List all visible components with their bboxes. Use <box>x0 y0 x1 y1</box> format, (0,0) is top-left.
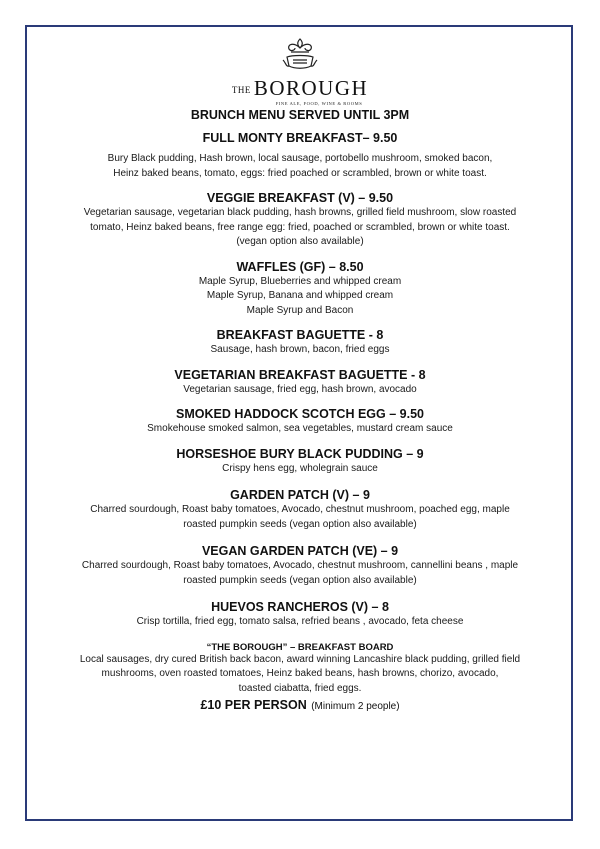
breakfast-board <box>30 642 570 715</box>
menu-item-description: Maple Syrup and Bacon <box>246 304 354 316</box>
menu-item <box>30 544 570 588</box>
breakfast-board-description: Local sausages, dry cured British back bacon, award winning Lancashire black pudding, grilled field <box>79 653 521 665</box>
menu-item-description: Smokehouse smoked salmon, sea vegetables, mustard cream sauce <box>147 423 453 434</box>
menu-title: BRUNCH MENU SERVED UNTIL 3PM <box>190 108 410 122</box>
breakfast-board-description: toasted ciabatta, fried eggs. <box>238 682 362 694</box>
menu-item <box>30 447 570 477</box>
menu-item-description: Maple Syrup, Banana and whipped cream <box>206 290 394 301</box>
menu-item-heading: HORSESHOE BURY BLACK PUDDING – 9 <box>176 446 424 461</box>
menu-item-description: Vegetarian sausage, fried egg, hash brown, avocado <box>183 383 417 395</box>
menu-item <box>30 260 570 319</box>
menu-item-heading: SMOKED HADDOCK SCOTCH EGG – 9.50 <box>176 407 424 421</box>
menu-item-description: Maple Syrup, Blueberries and whipped cream <box>198 275 402 287</box>
breakfast-board-price-note: (Minimum 2 people) <box>311 701 400 712</box>
menu-item <box>30 488 570 532</box>
menu-item <box>30 600 570 630</box>
menu-item-heading: FULL MONTY BREAKFAST– 9.50 <box>202 131 398 145</box>
menu-item-description: tomato, Heinz baked beans, free range egg: fried, poached or scrambled, brown or white toast. <box>90 221 510 233</box>
menu-item-description: Crispy hens egg, wholegrain sauce <box>222 462 378 474</box>
crest-icon <box>277 36 323 76</box>
menu-item <box>30 131 570 181</box>
breakfast-board-price: £10 PER PERSON <box>200 698 307 712</box>
menu-item-description: Vegetarian sausage, vegetarian black pudding, hash browns, grilled field mushroom, slow roasted <box>83 207 517 218</box>
menu-item-description: roasted pumpkin seeds (vegan option also available) <box>183 574 417 586</box>
menu-item-description: (vegan option also available) <box>236 236 364 247</box>
brand-tagline: FINE ALE, FOOD, WINE & ROOMS <box>275 101 363 106</box>
brand-logo <box>0 36 600 106</box>
menu-item-heading: HUEVOS RANCHEROS (V) – 8 <box>211 600 389 614</box>
breakfast-board-price-line <box>30 696 570 714</box>
menu-item-heading: BREAKFAST BAGUETTE - 8 <box>216 328 384 342</box>
menu-item <box>30 191 570 250</box>
menu-item <box>30 407 570 437</box>
menu-item-description: Charred sourdough, Roast baby tomatoes, Avocado, chestnut mushroom, cannellini beans , maple <box>81 560 519 571</box>
menu-content <box>30 108 570 724</box>
menu-item <box>30 368 570 398</box>
menu-item-description: Crisp tortilla, fried egg, tomato salsa, refried beans , avocado, feta cheese <box>136 616 464 627</box>
menu-item-heading: VEGETARIAN BREAKFAST BAGUETTE - 8 <box>174 367 426 382</box>
brand-prefix: THE <box>231 85 251 95</box>
menu-item-description: roasted pumpkin seeds (vegan option also available) <box>183 518 417 530</box>
menu-item-description: Bury Black pudding, Hash brown, local sausage, portobello mushroom, smoked bacon, <box>107 153 493 164</box>
menu-item-description: Heinz baked beans, tomato, eggs: fried poached or scrambled, brown or white toast. <box>113 167 487 179</box>
menu-item-description: Charred sourdough, Roast baby tomatoes, Avocado, chestnut mushroom, poached egg, maple <box>90 504 510 515</box>
menu-item-heading: GARDEN PATCH (V) – 9 <box>230 488 370 502</box>
brand-name: BOROUGH <box>253 76 369 100</box>
brand-wordmark <box>0 78 600 99</box>
breakfast-board-description: mushrooms, oven roasted tomatoes, Heinz baked beans, hash browns, chorizo, avocado, <box>101 668 499 679</box>
menu-item-heading: VEGAN GARDEN PATCH (VE) – 9 <box>201 544 399 558</box>
menu-item-description: Sausage, hash brown, bacon, fried eggs <box>210 344 390 355</box>
breakfast-board-heading: “THE BOROUGH” – BREAKFAST BOARD <box>206 641 394 653</box>
menu-item-heading: WAFFLES (GF) – 8.50 <box>236 259 364 274</box>
menu-item-heading: VEGGIE BREAKFAST (V) – 9.50 <box>206 191 394 205</box>
menu-item <box>30 328 570 358</box>
